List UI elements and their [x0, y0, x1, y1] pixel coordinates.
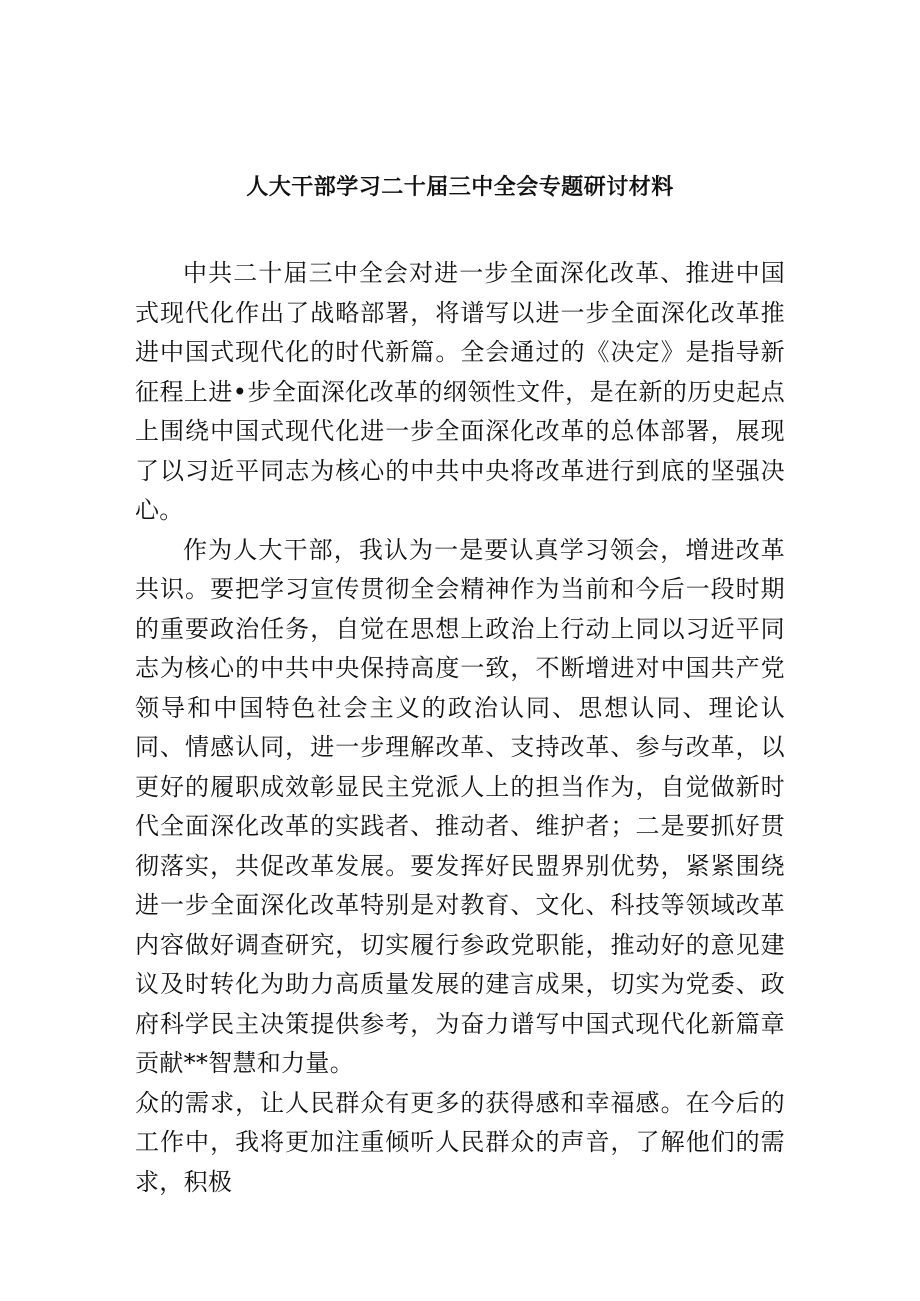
paragraph-continuation: 众的需求，让人民群众有更多的获得感和幸福感。在今后的工作中，我将更加注重倾听人民群众的声音，了解他们的需求，积极: [135, 1088, 785, 1196]
document-body: [135, 254, 785, 1202]
document-title: 人大干部学习二十届三中全会专题研讨材料: [246, 174, 674, 200]
paragraph-cadre-view: 作为人大干部，我认为一是要认真学习领会，增进改革共识。要把学习宣传贯彻全会精神作为当前和今后一段时期的重要政治任务，自觉在思想上政治上行动上同以习近平同志为核心的中共中央保持高度一致，不断增进对中国共产党领导和中国特色社会主义的政治认同、思想认同、理论认同、情感认同，进一步理解改革、支持改革、参与改革，以更好的履职成效彰显民主党派人上的担当作为，自觉做新时代全面深化改革的实践者、推动者、维护者；二是要抓好贯彻落实，共促改革发展。要发挥好民盟界别优势，紧紧围绕进一步全面深化改革特别是对教育、文化、科技等领域改革内容做好调查研究，切实履行参政党职能，推动好的意见建议及时转化为助力高质量发展的建言成果，切实为党委、政府科学民主决策提供参考，为奋力谱写中国式现代化新篇章贡献**智慧和力量。: [135, 535, 785, 1077]
paragraph-intro: 中共二十届三中全会对进一步全面深化改革、推进中国式现代化作出了战略部署，将谱写以进一步全面深化改革推进中国式现代化的时代新篇。全会通过的《决定》是指导新征程上进•步全面深化改革的纲领性文件，是在新的历史起点上围绕中国式现代化进一步全面深化改革的总体部署，展现了以习近平同志为核心的中共中央将改革进行到底的坚强决心。: [135, 259, 785, 524]
